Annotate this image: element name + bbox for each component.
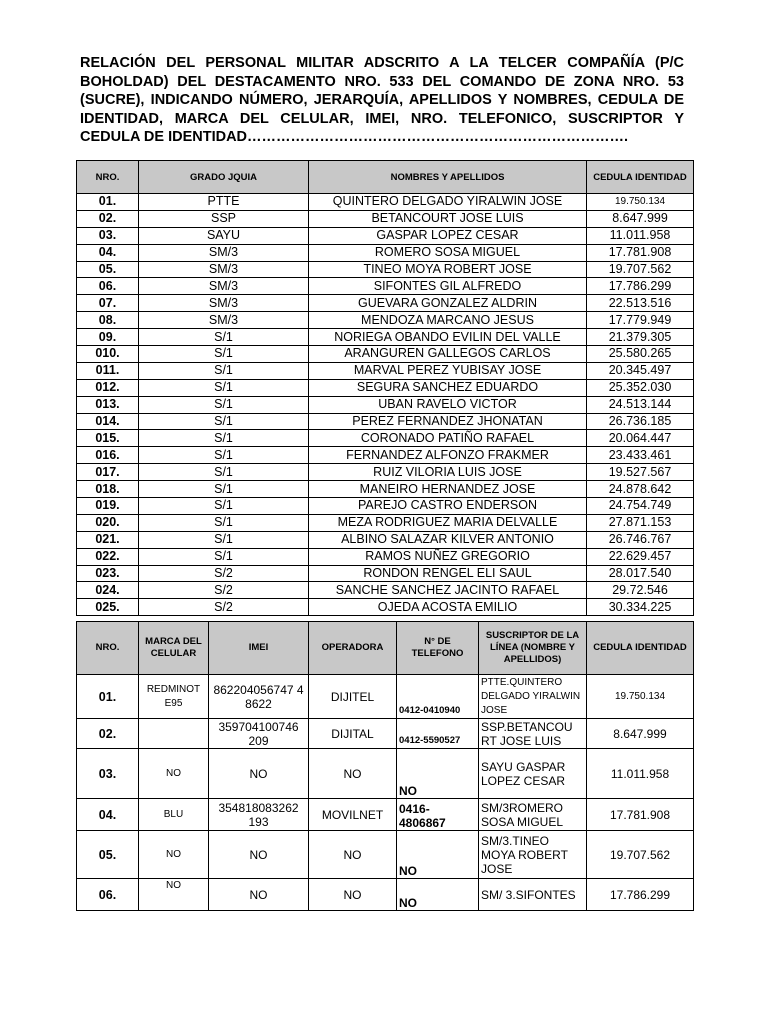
row-grado: S/1 [139, 379, 309, 396]
table-header-row [77, 161, 694, 194]
table-row [77, 749, 694, 799]
row-nombre: SEGURA SANCHEZ EDUARDO [309, 379, 587, 396]
table-row [77, 346, 694, 363]
table-row [77, 362, 694, 379]
table-row [77, 799, 694, 831]
row-grado: SM/3 [139, 312, 309, 329]
row-cedula: 30.334.225 [587, 599, 694, 616]
row-operadora: NO [309, 749, 397, 799]
row-cedula: 24.754.749 [587, 498, 694, 515]
row-grado: S/1 [139, 329, 309, 346]
row-nro: 021. [77, 531, 139, 548]
row-nombre: MANEIRO HERNANDEZ JOSE [309, 481, 587, 498]
row-cedula: 17.786.299 [587, 879, 694, 911]
header-suscriptor: SUSCRIPTOR DE LA LÍNEA (NOMBRE Y APELLIDOS) [479, 622, 587, 675]
row-nombre: ALBINO SALAZAR KILVER ANTONIO [309, 531, 587, 548]
row-cedula: 19.707.562 [587, 831, 694, 879]
row-nombre: PAREJO CASTRO ENDERSON [309, 498, 587, 515]
row-imei: NO [209, 831, 309, 879]
table-row [77, 210, 694, 227]
row-cedula: 21.379.305 [587, 329, 694, 346]
table-row [77, 464, 694, 481]
table-row [77, 227, 694, 244]
table-row [77, 430, 694, 447]
row-grado: SSP [139, 210, 309, 227]
table-row [77, 447, 694, 464]
row-grado: S/2 [139, 565, 309, 582]
row-nro: 03. [77, 749, 139, 799]
row-nombre: GUEVARA GONZALEZ ALDRIN [309, 295, 587, 312]
row-nro: 020. [77, 514, 139, 531]
table-row [77, 548, 694, 565]
row-nombre: UBAN RAVELO VICTOR [309, 396, 587, 413]
phone-table [76, 621, 694, 911]
row-nro: 03. [77, 227, 139, 244]
header-nombres: NOMBRES Y APELLIDOS [309, 161, 587, 194]
row-cedula: 29.72.546 [587, 582, 694, 599]
header-grado: GRADO JQUIA [139, 161, 309, 194]
row-operadora: NO [309, 831, 397, 879]
row-cedula: 19.527.567 [587, 464, 694, 481]
table-row [77, 498, 694, 515]
row-nro: 02. [77, 719, 139, 749]
row-marca [139, 719, 209, 749]
row-nro: 01. [77, 194, 139, 211]
row-nombre: ROMERO SOSA MIGUEL [309, 244, 587, 261]
row-nro: 023. [77, 565, 139, 582]
table-row [77, 312, 694, 329]
row-telefono: 0416- 4806867 [397, 799, 479, 831]
row-grado: SM/3 [139, 278, 309, 295]
row-suscriptor: SAYU GASPAR LOPEZ CESAR [479, 749, 587, 799]
table-row [77, 194, 694, 211]
header-cedula: CEDULA IDENTIDAD [587, 622, 694, 675]
row-nombre: SANCHE SANCHEZ JACINTO RAFAEL [309, 582, 587, 599]
row-imei: 862204056747 4 8622 [209, 675, 309, 719]
row-nombre: MEZA RODRIGUEZ MARIA DELVALLE [309, 514, 587, 531]
table-row [77, 719, 694, 749]
header-telefono: N° DE TELEFONO [397, 622, 479, 675]
row-nro: 017. [77, 464, 139, 481]
personnel-table [76, 160, 694, 616]
row-grado: S/1 [139, 531, 309, 548]
header-operadora: OPERADORA [309, 622, 397, 675]
row-grado: S/1 [139, 447, 309, 464]
header-nro: NRO. [77, 161, 139, 194]
row-grado: SM/3 [139, 244, 309, 261]
row-nro: 010. [77, 346, 139, 363]
row-nombre: QUINTERO DELGADO YIRALWIN JOSE [309, 194, 587, 211]
row-nombre: ARANGUREN GALLEGOS CARLOS [309, 346, 587, 363]
row-cedula: 20.345.497 [587, 362, 694, 379]
row-marca: BLU [139, 799, 209, 831]
row-suscriptor: PTTE.QUINTERO DELGADO YIRALWIN JOSE [479, 675, 587, 719]
row-nombre: NORIEGA OBANDO EVILIN DEL VALLE [309, 329, 587, 346]
row-grado: S/1 [139, 413, 309, 430]
header-marca: MARCA DEL CELULAR [139, 622, 209, 675]
row-cedula: 27.871.153 [587, 514, 694, 531]
row-cedula: 11.011.958 [587, 227, 694, 244]
row-grado: S/1 [139, 396, 309, 413]
row-cedula: 23.433.461 [587, 447, 694, 464]
row-nombre: RONDON RENGEL ELI SAUL [309, 565, 587, 582]
row-cedula: 19.750.134 [587, 675, 694, 719]
row-nro: 014. [77, 413, 139, 430]
row-nro: 04. [77, 799, 139, 831]
header-imei: IMEI [209, 622, 309, 675]
row-nro: 025. [77, 599, 139, 616]
table-row [77, 278, 694, 295]
row-grado: SM/3 [139, 261, 309, 278]
row-nro: 02. [77, 210, 139, 227]
row-grado: PTTE [139, 194, 309, 211]
row-cedula: 17.779.949 [587, 312, 694, 329]
document-title: RELACIÓN DEL PERSONAL MILITAR ADSCRITO A LA TELCER COMPAÑÍA (P/C BOHOLDAD) DEL DESTACAMENTO NRO. 533 DEL COMANDO DE ZONA NRO. 53 (SUCRE), INDICANDO NÚMERO, JERARQUÍA, APELLIDOS Y NOMBRES, CEDULA DE IDENTIDAD, MARCA DEL CELULAR, IMEI, NRO. TELEFONICO, SUSCRIPTOR Y CEDULA DE IDENTIDAD……………………………………………………………………. [80, 55, 684, 145]
row-grado: S/2 [139, 582, 309, 599]
row-grado: S/1 [139, 346, 309, 363]
row-grado: S/1 [139, 481, 309, 498]
row-telefono: NO [397, 879, 479, 911]
row-nro: 01. [77, 675, 139, 719]
row-telefono: 0412-5590527 [397, 719, 479, 749]
row-cedula: 17.781.908 [587, 799, 694, 831]
row-nombre: SIFONTES GIL ALFREDO [309, 278, 587, 295]
row-nro: 019. [77, 498, 139, 515]
row-nro: 05. [77, 261, 139, 278]
row-nro: 013. [77, 396, 139, 413]
table-row [77, 565, 694, 582]
row-grado: S/1 [139, 548, 309, 565]
row-telefono: NO [397, 749, 479, 799]
row-suscriptor: SM/3ROMERO SOSA MIGUEL [479, 799, 587, 831]
row-imei: 359704100746 209 [209, 719, 309, 749]
row-nombre: MARVAL PEREZ YUBISAY JOSE [309, 362, 587, 379]
table-row [77, 831, 694, 879]
row-grado: S/1 [139, 514, 309, 531]
row-nombre: TINEO MOYA ROBERT JOSE [309, 261, 587, 278]
table-row [77, 879, 694, 911]
table-header-row [77, 622, 694, 675]
table-row [77, 396, 694, 413]
table-row [77, 599, 694, 616]
row-nro: 022. [77, 548, 139, 565]
table-row [77, 514, 694, 531]
row-grado: S/1 [139, 464, 309, 481]
row-grado: S/1 [139, 362, 309, 379]
row-nro: 015. [77, 430, 139, 447]
row-cedula: 17.781.908 [587, 244, 694, 261]
row-cedula: 24.878.642 [587, 481, 694, 498]
table-row [77, 379, 694, 396]
table-row [77, 244, 694, 261]
row-cedula: 26.746.767 [587, 531, 694, 548]
row-cedula: 11.011.958 [587, 749, 694, 799]
row-suscriptor: SSP.BETANCOU RT JOSE LUIS [479, 719, 587, 749]
row-nro: 08. [77, 312, 139, 329]
row-nro: 04. [77, 244, 139, 261]
row-cedula: 22.513.516 [587, 295, 694, 312]
row-cedula: 28.017.540 [587, 565, 694, 582]
row-imei: 354818083262 193 [209, 799, 309, 831]
row-cedula: 19.750.134 [587, 194, 694, 211]
row-nombre: FERNANDEZ ALFONZO FRAKMER [309, 447, 587, 464]
row-grado: S/1 [139, 498, 309, 515]
row-telefono: 0412-0410940 [397, 675, 479, 719]
row-cedula: 22.629.457 [587, 548, 694, 565]
row-nombre: OJEDA ACOSTA EMILIO [309, 599, 587, 616]
row-nombre: RUIZ VILORIA LUIS JOSE [309, 464, 587, 481]
row-nro: 09. [77, 329, 139, 346]
row-nro: 07. [77, 295, 139, 312]
row-nombre: GASPAR LOPEZ CESAR [309, 227, 587, 244]
row-nombre: RAMOS NUÑEZ GREGORIO [309, 548, 587, 565]
table-row [77, 261, 694, 278]
row-nombre: CORONADO PATIÑO RAFAEL [309, 430, 587, 447]
row-grado: SAYU [139, 227, 309, 244]
row-imei: NO [209, 879, 309, 911]
table-row [77, 531, 694, 548]
row-grado: SM/3 [139, 295, 309, 312]
table-row [77, 675, 694, 719]
row-nro: 06. [77, 278, 139, 295]
row-operadora: DIJITEL [309, 675, 397, 719]
row-cedula: 25.580.265 [587, 346, 694, 363]
row-cedula: 17.786.299 [587, 278, 694, 295]
row-nro: 06. [77, 879, 139, 911]
row-marca: NO [139, 879, 209, 911]
row-grado: S/1 [139, 430, 309, 447]
table-row [77, 413, 694, 430]
row-suscriptor: SM/ 3.SIFONTES [479, 879, 587, 911]
row-cedula: 24.513.144 [587, 396, 694, 413]
header-cedula: CEDULA IDENTIDAD [587, 161, 694, 194]
row-suscriptor: SM/3.TINEO MOYA ROBERT JOSE [479, 831, 587, 879]
row-operadora: DIJITAL [309, 719, 397, 749]
row-operadora: MOVILNET [309, 799, 397, 831]
row-nro: 016. [77, 447, 139, 464]
row-nro: 011. [77, 362, 139, 379]
row-marca: NO [139, 749, 209, 799]
table-row [77, 295, 694, 312]
row-nombre: BETANCOURT JOSE LUIS [309, 210, 587, 227]
row-operadora: NO [309, 879, 397, 911]
table-row [77, 481, 694, 498]
table-row [77, 329, 694, 346]
row-grado: S/2 [139, 599, 309, 616]
row-marca: REDMINOT E95 [139, 675, 209, 719]
table-row [77, 582, 694, 599]
row-marca: NO [139, 831, 209, 879]
row-cedula: 8.647.999 [587, 210, 694, 227]
row-cedula: 25.352.030 [587, 379, 694, 396]
row-imei: NO [209, 749, 309, 799]
row-cedula: 26.736.185 [587, 413, 694, 430]
row-nro: 024. [77, 582, 139, 599]
row-nro: 05. [77, 831, 139, 879]
row-cedula: 8.647.999 [587, 719, 694, 749]
row-cedula: 20.064.447 [587, 430, 694, 447]
row-nro: 018. [77, 481, 139, 498]
header-nro: NRO. [77, 622, 139, 675]
row-nombre: MENDOZA MARCANO JESUS [309, 312, 587, 329]
row-telefono: NO [397, 831, 479, 879]
row-nombre: PEREZ FERNANDEZ JHONATAN [309, 413, 587, 430]
row-nro: 012. [77, 379, 139, 396]
row-cedula: 19.707.562 [587, 261, 694, 278]
